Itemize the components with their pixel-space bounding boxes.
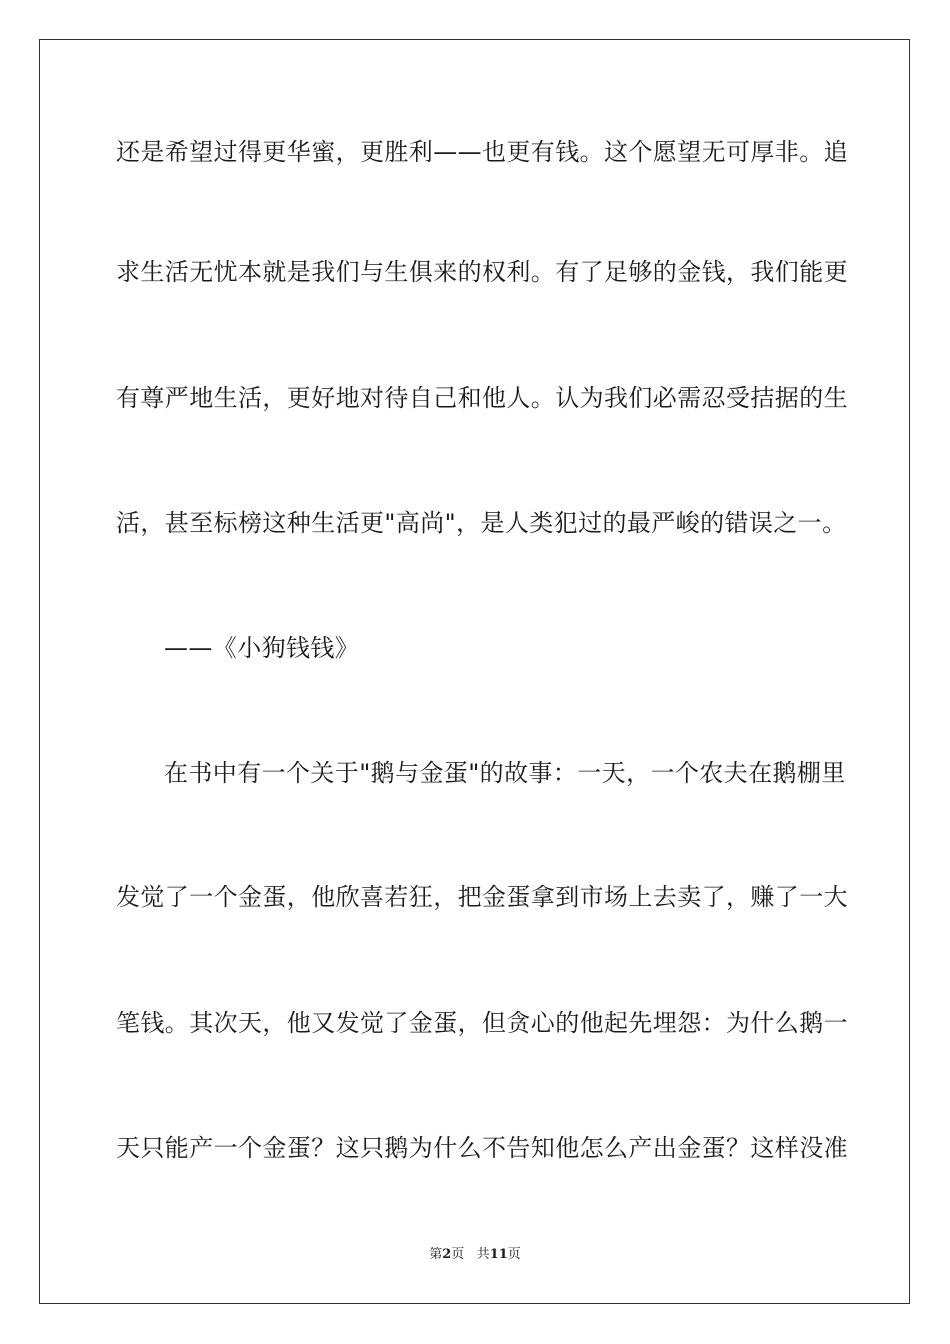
footer-total-pages: 11 <box>489 1247 508 1262</box>
footer-page-suffix: 页 <box>451 1247 465 1262</box>
footer-page-number: 2 <box>442 1247 452 1262</box>
footer-page-prefix: 第 <box>429 1247 443 1262</box>
text-line-6: 在书中有一个关于"鹅与金蛋"的故事：一天，一个农夫在鹅棚里 <box>164 759 846 787</box>
text-line-2: 求生活无忧本就是我们与生俱来的权利。有了足够的金钱，我们能更 <box>116 258 848 286</box>
footer-total-suffix: 页 <box>507 1247 521 1262</box>
page-footer <box>0 1246 950 1264</box>
quote-attribution: ——《小狗钱钱》 <box>164 634 360 662</box>
page-border <box>39 39 910 1304</box>
text-line-4: 活，甚至标榜这种生活更"高尚"，是人类犯过的最严峻的错误之一。 <box>116 509 847 537</box>
text-line-8: 笔钱。其次天，他又发觉了金蛋，但贪心的他起先埋怨：为什么鹅一 <box>116 1009 848 1037</box>
text-line-1: 还是希望过得更华蜜，更胜利——也更有钱。这个愿望无可厚非。追 <box>116 138 848 166</box>
text-line-7: 发觉了一个金蛋，他欣喜若狂，把金蛋拿到市场上去卖了，赚了一大 <box>116 883 848 911</box>
text-line-9: 天只能产一个金蛋？这只鹅为什么不告知他怎么产出金蛋？这样没准 <box>116 1134 848 1162</box>
footer-total-prefix: 共 <box>476 1247 490 1262</box>
text-line-3: 有尊严地生活，更好地对待自己和他人。认为我们必需忍受拮据的生 <box>116 384 848 412</box>
